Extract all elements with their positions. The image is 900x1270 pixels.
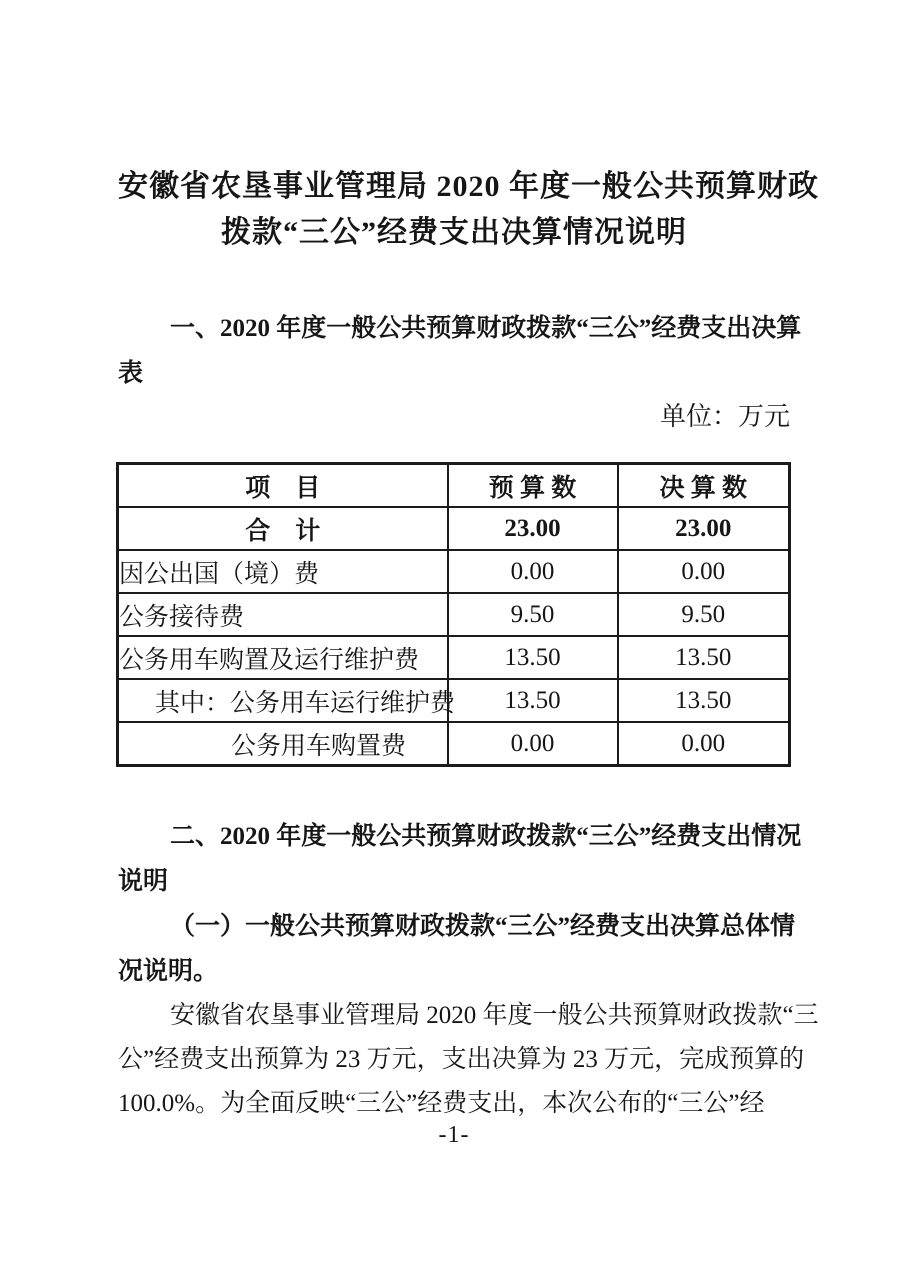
- paragraph-line-3: 100.0%。为全面反映“三公”经费支出，本次公布的“三公”经: [118, 1090, 765, 1117]
- budget-value: 13.50: [448, 679, 618, 722]
- subsection-1-heading: [118, 904, 796, 994]
- final-value: 9.50: [618, 593, 790, 636]
- subsection-1-line-1: （一）一般公共预算财政拨款“三公”经费支出决算总体情: [170, 913, 796, 940]
- section-2-line-2: 说明: [118, 868, 169, 895]
- page-number: -1-: [438, 1122, 470, 1148]
- subsection-1-line-2: 况说明。: [118, 958, 219, 985]
- document-title: [118, 164, 819, 256]
- row-label: 合 计: [118, 507, 448, 550]
- section-2-line-1: 二、2020 年度一般公共预算财政拨款“三公”经费支出情况: [170, 823, 802, 850]
- table-header-row: [118, 464, 790, 508]
- final-value: 0.00: [618, 550, 790, 593]
- section-1-line-1: 一、2020 年度一般公共预算财政拨款“三公”经费支出决算: [170, 315, 802, 342]
- row-label: 公务接待费: [118, 593, 448, 636]
- table-row-vehicle-purchase-expense: [118, 722, 790, 766]
- column-header-budget: 预 算 数: [448, 464, 618, 508]
- column-header-final: 决 算 数: [618, 464, 790, 508]
- final-value: 13.50: [618, 679, 790, 722]
- title-line-1: 安徽省农垦事业管理局 2020 年度一般公共预算财政: [118, 170, 819, 203]
- budget-value: 0.00: [448, 550, 618, 593]
- row-label: 公务用车购置及运行维护费: [118, 636, 448, 679]
- budget-value: 9.50: [448, 593, 618, 636]
- paragraph-line-1: 安徽省农垦事业管理局 2020 年度一般公共预算财政拨款“三: [170, 1002, 819, 1029]
- table-row-vehicle-total-expense: [118, 636, 790, 679]
- final-value: 23.00: [618, 507, 790, 550]
- three-public-expense-table: [116, 462, 791, 767]
- budget-value: 13.50: [448, 636, 618, 679]
- column-header-item: 项 目: [118, 464, 448, 508]
- section-2-heading: [118, 814, 802, 904]
- budget-value: 23.00: [448, 507, 618, 550]
- row-label: 其中：公务用车运行维护费: [118, 679, 448, 722]
- body-paragraph: [118, 994, 819, 1126]
- final-value: 13.50: [618, 636, 790, 679]
- table-row-total: [118, 507, 790, 550]
- final-value: 0.00: [618, 722, 790, 766]
- row-label: 因公出国（境）费: [118, 550, 448, 593]
- budget-value: 0.00: [448, 722, 618, 766]
- unit-label: 单位：万元: [659, 402, 790, 431]
- row-label: 公务用车购置费: [118, 722, 448, 766]
- table-row-reception-expense: [118, 593, 790, 636]
- title-line-2: 拨款“三公”经费支出决算情况说明: [221, 216, 687, 249]
- section-1-line-2: 表: [118, 360, 144, 387]
- paragraph-line-2: 公”经费支出预算为 23 万元，支出决算为 23 万元，完成预算的: [118, 1046, 805, 1073]
- table-row-vehicle-operation-expense: [118, 679, 790, 722]
- section-1-heading: [118, 306, 802, 396]
- table-row-abroad-expense: [118, 550, 790, 593]
